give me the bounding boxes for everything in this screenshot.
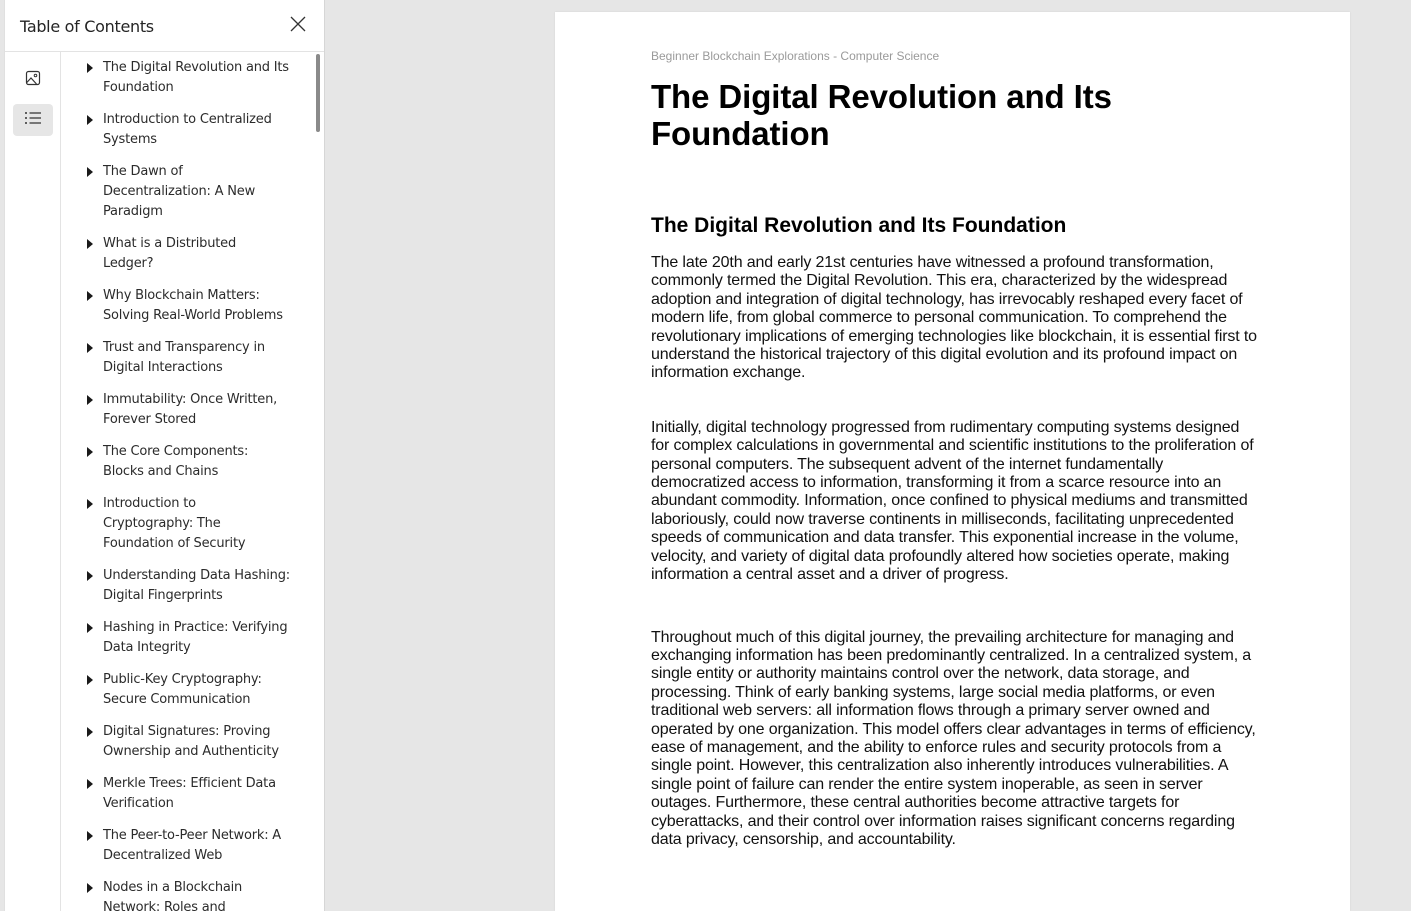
toc-item[interactable] xyxy=(62,234,324,274)
toc-item-label: What is a Distributed Ledger? xyxy=(103,236,236,271)
toc-item-label: The Dawn of Decentralization: A New Paradigm xyxy=(103,164,256,219)
toc-item[interactable] xyxy=(62,110,324,150)
caret-right-icon[interactable] xyxy=(87,623,93,633)
toc-item-label: Public-Key Cryptography: Secure Communication xyxy=(103,672,262,707)
toc-item-label: Understanding Data Hashing: Digital Fingerprints xyxy=(103,568,290,603)
toc-item[interactable] xyxy=(62,494,324,554)
sidebar-rail xyxy=(5,52,61,911)
caret-right-icon[interactable] xyxy=(87,343,93,353)
document-title: The Digital Revolution and Its Foundation xyxy=(651,78,1112,152)
toc-item[interactable] xyxy=(62,286,324,326)
toc-list xyxy=(62,52,324,911)
toc-item[interactable] xyxy=(62,670,324,710)
toc-item[interactable] xyxy=(62,390,324,430)
toc-item[interactable] xyxy=(62,774,324,814)
section-heading: The Digital Revolution and Its Foundation xyxy=(651,214,1067,237)
caret-right-icon[interactable] xyxy=(87,115,93,125)
toc-item[interactable] xyxy=(62,878,324,911)
image-icon xyxy=(25,70,41,91)
toc-item-label: The Digital Revolution and Its Foundation xyxy=(103,60,289,95)
toc-item[interactable] xyxy=(62,566,324,606)
toc-item[interactable] xyxy=(62,162,324,222)
document-breadcrumb: Beginner Blockchain Explorations - Computer Science xyxy=(651,49,940,63)
toc-item-label: Nodes in a Blockchain Network: Roles and xyxy=(103,880,243,911)
caret-right-icon[interactable] xyxy=(87,571,93,581)
page-content xyxy=(651,49,1261,849)
toc-item-label: Introduction to Centralized Systems xyxy=(103,112,272,147)
toc-button[interactable] xyxy=(13,104,53,136)
toc-scrollbar[interactable] xyxy=(316,54,320,132)
paragraph: Throughout much of this digital journey, the prevailing architecture for managing and exchanging information has been predominantly centralized. In a centralized system, a single entity or authority maintains control over the network, data storage, and processing. Think of early banking systems, large social media platforms, or even traditional web servers: all information flows through a primary server owned and operated by one organization. This model offers clear advantages in terms of efficiency, ease of management, and the ability to enforce rules and security protocols from a single point. However, this centralization also inherently introduces vulnerabilities. A single point of failure can render the entire system inoperable, as seen in server outages. Furthermore, these central authorities become attractive targets for cyberattacks, and their control over information raises significant concerns regarding data privacy, censorship, and accountability. xyxy=(651,628,1256,848)
toc-item-label: Why Blockchain Matters: Solving Real-World Problems xyxy=(103,288,283,323)
toc-item-label: Immutability: Once Written, Forever Stored xyxy=(103,392,278,427)
toc-item-label: Introduction to Cryptography: The Foundation of Security xyxy=(103,496,246,551)
toc-item-label: The Core Components: Blocks and Chains xyxy=(103,444,249,479)
sidebar-header xyxy=(5,0,324,52)
caret-right-icon[interactable] xyxy=(87,63,93,73)
paragraph: The late 20th and early 21st centuries have witnessed a profound transformation, commonly termed the Digital Revolution. This era, characterized by the widespread adoption and integration of digital technology, has irrevocably reshaped every facet of modern life, from global commerce to personal communication. To comprehend the revolutionary implications of emerging technologies like blockchain, it is essential first to understand the historical trajectory of this digital evolution and its profound impact on information exchange. xyxy=(651,254,1257,382)
caret-right-icon[interactable] xyxy=(87,727,93,737)
caret-right-icon[interactable] xyxy=(87,395,93,405)
caret-right-icon[interactable] xyxy=(87,779,93,789)
caret-right-icon[interactable] xyxy=(87,675,93,685)
sidebar-title: Table of Contents xyxy=(20,17,154,36)
toc-item[interactable] xyxy=(62,618,324,658)
thumbnails-button[interactable] xyxy=(13,64,53,96)
toc-panel xyxy=(62,52,324,911)
toc-item-label: The Peer-to-Peer Network: A Decentralized Web xyxy=(103,828,282,863)
caret-right-icon[interactable] xyxy=(87,291,93,301)
list-icon xyxy=(24,111,42,130)
caret-right-icon[interactable] xyxy=(87,447,93,457)
document-page xyxy=(555,12,1350,911)
paragraph: Initially, digital technology progressed from rudimentary computing systems designed for complex calculations in governmental and scientific institutions to the proliferation of personal computers. The subsequent advent of the internet fundamentally democratized access to information, transforming it from a scarce resource into an abundant commodity. Information, once confined to physical mediums and transmitted laboriously, could now traverse continents in milliseconds, facilitating unprecedented speeds of communication and data transfer. This exponential increase in the volume, velocity, and variety of digital data profoundly altered how societies operate, making information a central asset and a driver of progress. xyxy=(651,418,1254,584)
toc-item-label: Hashing in Practice: Verifying Data Integrity xyxy=(103,620,288,655)
caret-right-icon[interactable] xyxy=(87,831,93,841)
toc-item[interactable] xyxy=(62,58,324,98)
close-icon[interactable] xyxy=(289,15,307,33)
toc-item[interactable] xyxy=(62,826,324,866)
toc-item[interactable] xyxy=(62,722,324,762)
caret-right-icon[interactable] xyxy=(87,499,93,509)
caret-right-icon[interactable] xyxy=(87,167,93,177)
caret-right-icon[interactable] xyxy=(87,883,93,893)
toc-item-label: Digital Signatures: Proving Ownership and Authenticity xyxy=(103,724,279,759)
toc-item[interactable] xyxy=(62,338,324,378)
toc-item-label: Trust and Transparency in Digital Interactions xyxy=(103,340,265,375)
caret-right-icon[interactable] xyxy=(87,239,93,249)
toc-sidebar xyxy=(4,0,325,911)
toc-item[interactable] xyxy=(62,442,324,482)
toc-item-label: Merkle Trees: Efficient Data Verification xyxy=(103,776,276,811)
